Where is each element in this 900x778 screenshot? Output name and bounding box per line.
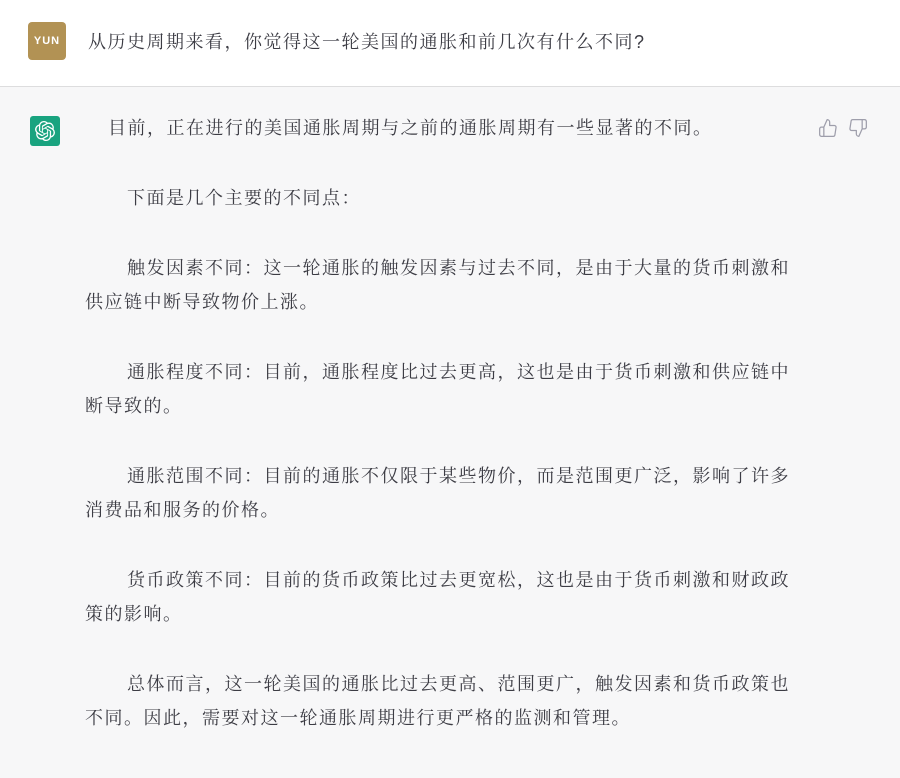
assistant-message-row (0, 87, 900, 778)
assistant-paragraph: 通胀范围不同：目前的通胀不仅限于某些物价，而是范围更广泛，影响了许多消费品和服务的价格。 (85, 466, 790, 520)
thumbs-down-icon (848, 118, 868, 138)
assistant-paragraph: 触发因素不同：这一轮通胀的触发因素与过去不同，是由于大量的货币刺激和供应链中断导致物价上涨。 (85, 258, 790, 312)
assistant-paragraph: 下面是几个主要的不同点： (127, 188, 361, 208)
assistant-paragraph: 通胀程度不同：目前，通胀程度比过去更高，这也是由于货币刺激和供应链中断导致的。 (85, 362, 790, 416)
message-feedback-actions (818, 118, 868, 138)
user-message-row (0, 0, 900, 87)
assistant-paragraph: 总体而言，这一轮美国的通胀比过去更高、范围更广，触发因素和货币政策也不同。因此，需要对这一轮通胀周期进行更严格的监测和管理。 (85, 674, 790, 728)
assistant-paragraph: 目前，正在进行的美国通胀周期与之前的通胀周期有一些显著的不同。 (108, 118, 713, 138)
assistant-avatar (30, 116, 60, 146)
user-avatar-label: YUN (33, 35, 61, 47)
thumbs-down-button[interactable] (848, 118, 868, 138)
user-avatar (28, 22, 66, 60)
assistant-message-text (85, 111, 800, 735)
openai-logo-icon (35, 121, 55, 141)
assistant-paragraph: 货币政策不同：目前的货币政策比过去更宽松，这也是由于货币刺激和财政政策的影响。 (85, 570, 790, 624)
thumbs-up-button[interactable] (818, 118, 838, 138)
user-message-text: 从历史周期来看，你觉得这一轮美国的通胀和前几次有什么不同? (88, 32, 646, 52)
thumbs-up-icon (818, 118, 838, 138)
